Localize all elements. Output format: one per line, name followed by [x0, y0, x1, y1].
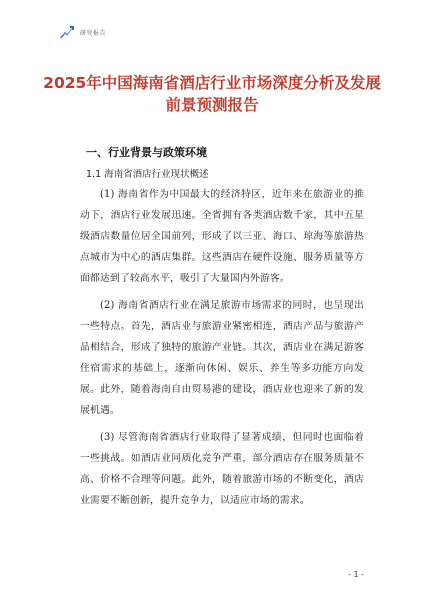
subsection-heading: 1.1 海南省酒店行业现状概述: [86, 169, 209, 180]
report-header: [60, 26, 106, 38]
header-label: 研究报告: [80, 29, 107, 37]
arrow-logo-icon: [60, 26, 74, 38]
section-heading: 一、行业背景与政策环境: [86, 146, 207, 159]
paragraph-1: (1) 海南省作为中国最大的经济特区，近年来在旅游业的推动下，酒店行业发展迅速。全省拥有各类酒店数千家，其中五星级酒店数量位居全国前列，形成了以三亚、海口、琼海等旅游热点城市为中心的酒店集群。这些酒店在硬件设施、服务质量等方面都达到了较高水平，吸引了大量国内外游客。: [80, 189, 364, 284]
paragraph-3: (3) 尽管海南省酒店行业取得了显著成绩，但同时也面临着一些挑战。如酒店业同质化竞争严重，部分酒店存在服务质量不高、价格不合理等问题。此外，随着旅游市场的不断变化，酒店业需要不断创新，提升竞争力，以适应市场的需求。: [80, 432, 364, 506]
page-number: - 1 -: [348, 570, 364, 579]
report-title: 2025年中国海南省酒店行业市场深度分析及发展前景预测报告: [43, 74, 381, 114]
paragraph-2: (2) 海南省酒店行业在满足旅游市场需求的同时，也呈现出一些特点。首先，酒店业与旅游业紧密相连，酒店产品与旅游产品相结合，形成了独特的旅游产业链。其次，酒店业在满足游客住宿需求的基础上，逐渐向休闲、娱乐、养生等多功能方向发展。此外，随着海南自由贸易港的建设，酒店业也迎来了新的发展机遇。: [80, 300, 364, 416]
body-text: [80, 184, 364, 511]
